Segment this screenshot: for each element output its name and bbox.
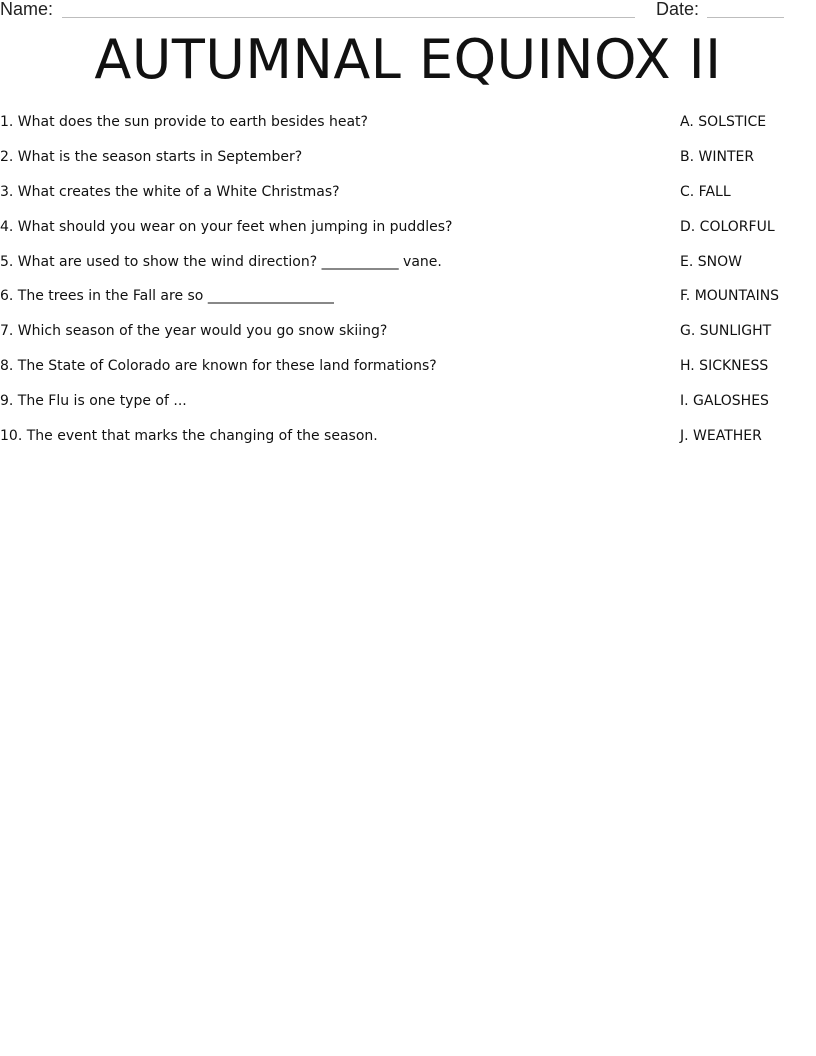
answer-item: I. GALOSHES	[680, 393, 769, 410]
name-input-line[interactable]	[62, 17, 635, 18]
answer-item: E. SNOW	[680, 253, 742, 270]
question-item: 8. The State of Colorado are known for these land formations?	[0, 358, 437, 375]
date-label: Date:	[656, 0, 700, 19]
date-input-line[interactable]	[707, 17, 784, 18]
worksheet-title: AUTUMNAL EQUINOX II	[94, 28, 722, 91]
answer-item: G. SUNLIGHT	[680, 323, 772, 340]
question-item: 2. What is the season starts in September?	[0, 148, 303, 165]
answer-item: H. SICKNESS	[680, 358, 769, 375]
question-item: 9. The Flu is one type of ...	[0, 393, 187, 410]
question-item: 6. The trees in the Fall are so __________________	[0, 288, 334, 305]
answer-list	[680, 112, 816, 461]
worksheet-header	[0, 0, 816, 24]
question-item: 7. Which season of the year would you go snow skiing?	[0, 323, 388, 340]
answer-item: A. SOLSTICE	[680, 114, 767, 130]
question-list	[0, 112, 640, 461]
answer-item: C. FALL	[680, 183, 731, 200]
question-item: 5. What are used to show the wind direction? ___________ vane.	[0, 253, 442, 270]
answer-item: D. COLORFUL	[680, 218, 775, 235]
question-item: 4. What should you wear on your feet when jumping in puddles?	[0, 218, 453, 235]
answer-item: B. WINTER	[680, 148, 755, 165]
question-item: 10. The event that marks the changing of the season.	[0, 428, 378, 445]
name-label: Name:	[0, 0, 54, 19]
question-item: 3. What creates the white of a White Christmas?	[0, 183, 340, 200]
answer-item: F. MOUNTAINS	[680, 288, 780, 305]
question-item: 1. What does the sun provide to earth besides heat?	[0, 114, 368, 130]
answer-item: J. WEATHER	[680, 428, 762, 445]
